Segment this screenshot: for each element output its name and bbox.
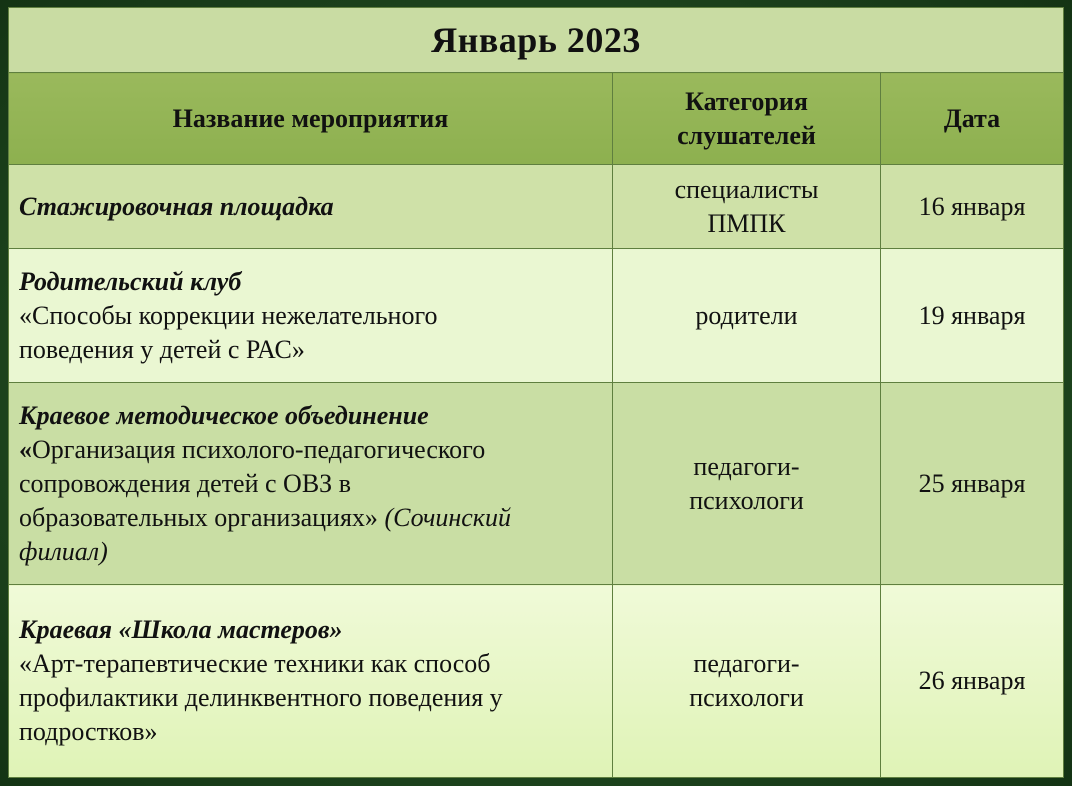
column-header-date: Дата [881,73,1064,165]
title-row [9,8,1064,73]
schedule-frame [8,7,1063,777]
column-header-category-line1: Категория [685,86,808,116]
date-cell: 19 января [881,249,1064,383]
category-cell: родители [613,249,881,383]
category-line2: психологи [689,683,804,712]
category-cell [613,383,881,585]
category-line1: педагоги- [693,649,800,678]
category-cell [613,165,881,249]
event-desc-line2: сопровождения детей с ОВЗ в [19,468,351,498]
date-cell: 16 января [881,165,1064,249]
category-line1: педагоги- [693,451,800,481]
event-desc-line2: поведения у детей с РАС» [19,334,305,364]
date-cell: 26 января [881,585,1064,778]
event-cell [9,249,613,383]
date-cell: 25 января [881,383,1064,585]
column-header-category [613,73,881,165]
month-title: Январь 2023 [9,8,1064,73]
column-header-category-line2: слушателей [677,120,816,150]
event-desc-line1: Организация психолого-педагогического [32,434,486,464]
table-row [9,585,1064,778]
event-desc-line3: образовательных организациях» [19,502,385,532]
event-title: Краевое методическое объединение [19,400,429,430]
event-cell [9,383,613,585]
event-cell [9,585,613,778]
category-line1: специалисты [674,174,819,204]
event-title: Краевая «Школа мастеров» [19,615,343,644]
category-line2: ПМПК [707,208,786,238]
category-cell [613,585,881,778]
event-note-line1: (Сочинский [384,502,511,532]
table-row [9,165,1064,249]
event-desc-open-quote: « [19,434,32,464]
column-header-event: Название мероприятия [9,73,613,165]
category-line2: психологи [689,485,804,515]
event-desc-line1: «Арт-терапевтические техники как способ [19,649,491,678]
event-note-line2: филиал) [19,536,108,566]
table-row [9,383,1064,585]
event-desc-line3: подростков» [19,717,158,746]
table-row [9,249,1064,383]
header-row [9,73,1064,165]
schedule-table [8,7,1064,778]
event-desc-line1: «Способы коррекции нежелательного [19,300,438,330]
event-title: Родительский клуб [19,266,242,296]
event-desc-line2: профилактики делинквентного поведения у [19,683,503,712]
event-title: Стажировочная площадка [19,191,334,221]
event-cell [9,165,613,249]
